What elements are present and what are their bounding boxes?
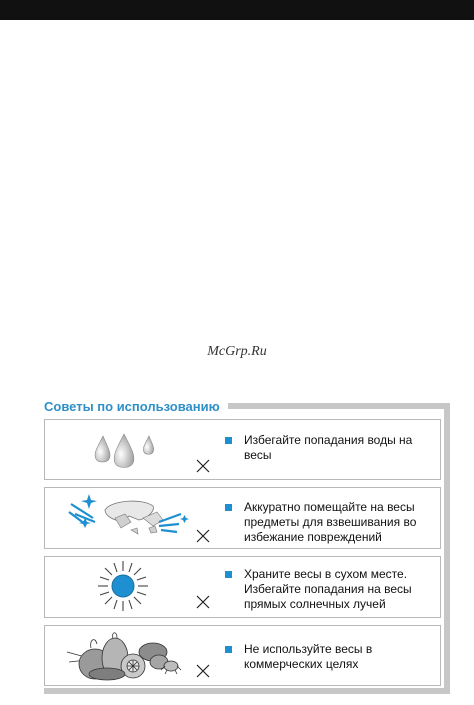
tip-bullet bbox=[225, 504, 232, 511]
tip-text: Не используйте весы в коммерческих целях bbox=[244, 642, 373, 671]
tip-card-water bbox=[44, 419, 441, 480]
tip-text: Аккуратно помещайте на весы предметы для взвешивания во избежание повреждений bbox=[244, 500, 417, 544]
cross-icon bbox=[196, 664, 210, 678]
tip-card-breakage bbox=[44, 487, 441, 549]
watermark: McGrp.Ru bbox=[207, 344, 267, 359]
section-title: Советы по использованию bbox=[44, 398, 228, 416]
sun-icon bbox=[45, 557, 220, 619]
tip-text: Избегайте попадания воды на весы bbox=[244, 433, 413, 462]
water-drops-icon bbox=[45, 420, 220, 481]
tip-card-storage bbox=[44, 556, 441, 618]
tip-bullet bbox=[225, 437, 232, 444]
cross-icon bbox=[196, 595, 210, 609]
breaking-plate-icon bbox=[45, 488, 220, 550]
tip-card-commercial bbox=[44, 625, 441, 686]
cross-icon bbox=[196, 529, 210, 543]
top-bar bbox=[0, 0, 474, 20]
vegetables-icon bbox=[45, 626, 220, 687]
cross-icon bbox=[196, 459, 210, 473]
tip-bullet bbox=[225, 646, 232, 653]
tip-text: Храните весы в сухом месте. Избегайте попадания на весы прямых солнечных лучей bbox=[244, 567, 412, 611]
tip-bullet bbox=[225, 571, 232, 578]
